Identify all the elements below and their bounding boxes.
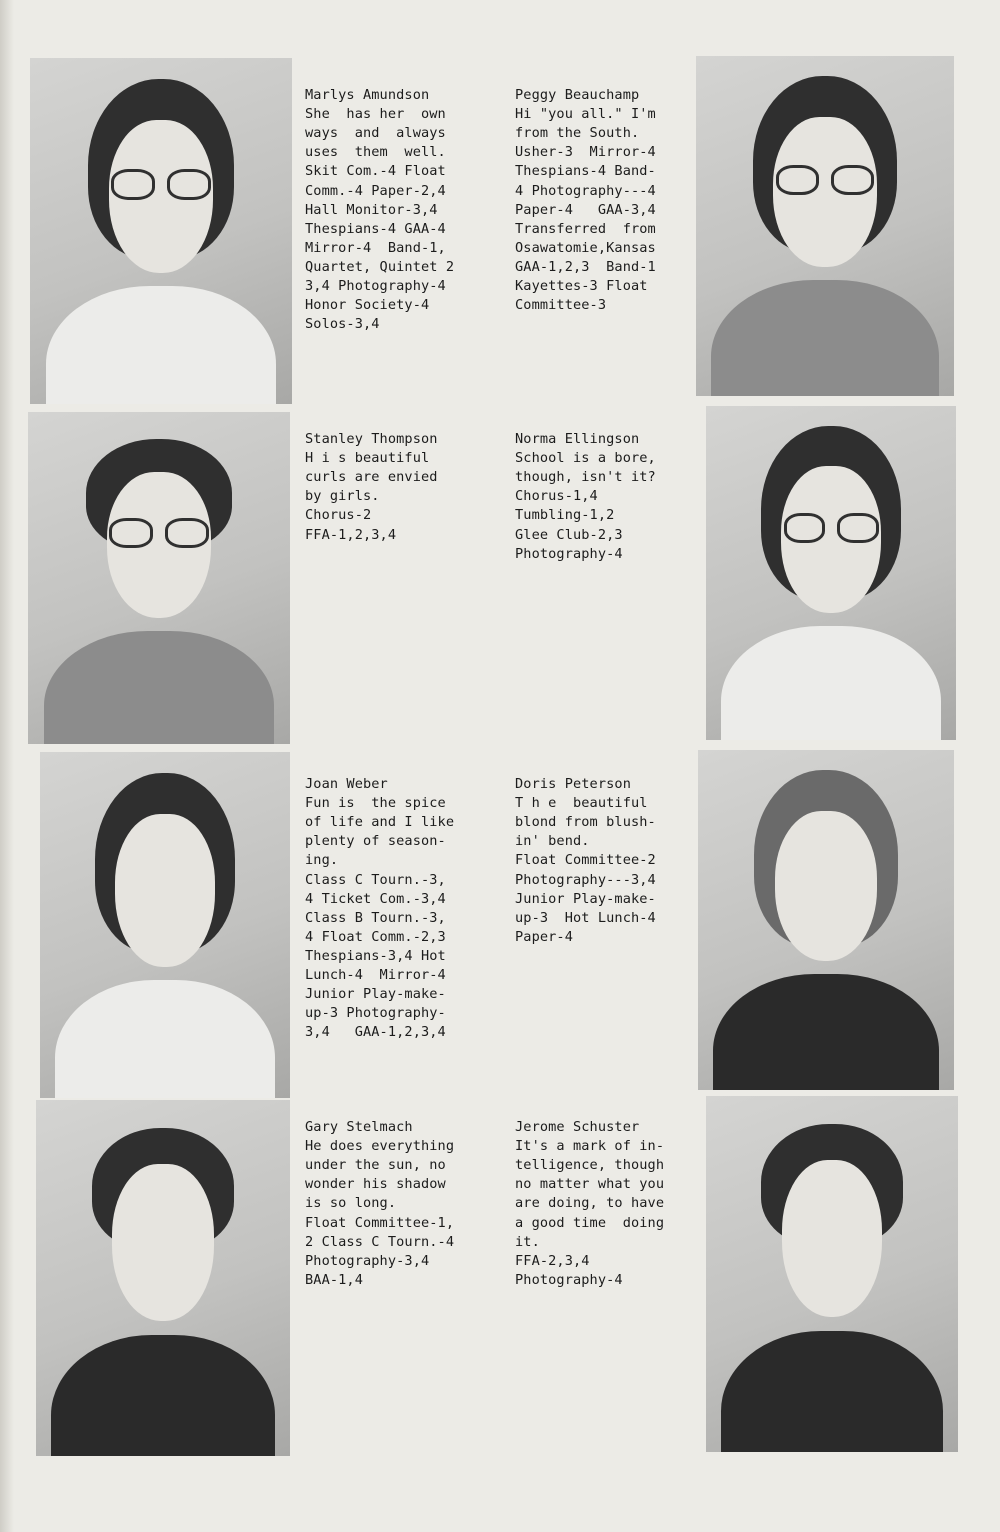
bio-line: plenty of season- xyxy=(305,833,446,850)
bio-line: wonder his shadow xyxy=(305,1176,446,1193)
bio-line: from the South. xyxy=(515,125,640,142)
bio-line: by girls. xyxy=(305,488,380,505)
bio-line: a good time doing xyxy=(515,1214,665,1231)
bio-line: Kayettes-3 Float xyxy=(515,278,648,295)
bio-line: Honor Society-4 xyxy=(305,297,430,314)
bio-line: Junior Play-make- xyxy=(305,986,446,1003)
bio-line: 4 Photography---4 xyxy=(515,182,656,199)
bio-line: GAA-1,2,3 Band-1 xyxy=(515,258,656,275)
bio-line: Hall Monitor-3,4 xyxy=(305,201,438,218)
portrait-peggy-beauchamp xyxy=(696,56,954,396)
bio-line: curls are envied xyxy=(305,469,438,486)
bio-line: Thespians-3,4 Hot xyxy=(305,947,446,964)
bio-line: Mirror-4 Band-1, xyxy=(305,239,446,256)
bio-line: of life and I like xyxy=(305,814,455,831)
bio-line: Committee-3 xyxy=(515,297,607,314)
bio-line: 4 Float Comm.-2,3 xyxy=(305,928,446,945)
bio-line: School is a bore, xyxy=(515,450,656,467)
bio-line: Quartet, Quintet 2 xyxy=(305,258,455,275)
bio-line: Hi "you all." I'm xyxy=(515,106,656,123)
portrait-gary-stelmach xyxy=(36,1100,290,1456)
bio-line: BAA-1,4 xyxy=(305,1271,363,1288)
student-name: Marlys Amundson xyxy=(305,87,430,104)
portrait-stanley-thompson xyxy=(28,412,290,744)
student-name: Gary Stelmach xyxy=(305,1119,413,1136)
bio-line: telligence, though xyxy=(515,1157,665,1174)
bio-line: Skit Com.-4 Float xyxy=(305,163,446,180)
portrait-joan-weber xyxy=(40,752,290,1098)
portrait-marlys-amundson xyxy=(30,58,292,404)
bio-line: It's a mark of in- xyxy=(515,1138,665,1155)
bio-jerome-schuster xyxy=(515,1099,664,1290)
bio-line: up-3 Photography- xyxy=(305,1005,446,1022)
bio-line: Class C Tourn.-3, xyxy=(305,871,446,888)
bio-line: 3,4 GAA-1,2,3,4 xyxy=(305,1024,446,1041)
bio-line: FFA-2,3,4 xyxy=(515,1252,590,1269)
bio-line: Osawatomie,Kansas xyxy=(515,239,656,256)
bio-line: Usher-3 Mirror-4 xyxy=(515,144,656,161)
bio-line: Paper-4 xyxy=(515,928,573,945)
bio-line: it. xyxy=(515,1233,540,1250)
bio-line: Thespians-4 GAA-4 xyxy=(305,220,446,237)
bio-line: are doing, to have xyxy=(515,1195,665,1212)
bio-line: though, isn't it? xyxy=(515,469,656,486)
bio-line: 3,4 Photography-4 xyxy=(305,278,446,295)
bio-line: Glee Club-2,3 xyxy=(515,526,623,543)
bio-line: is so long. xyxy=(305,1195,397,1212)
bio-gary-stelmach xyxy=(305,1099,454,1290)
bio-line: H i s beautiful xyxy=(305,450,430,467)
portrait-norma-ellingson xyxy=(706,406,956,740)
bio-line: Photography-4 xyxy=(515,545,623,562)
student-name: Joan Weber xyxy=(305,776,388,793)
bio-line: Float Committee-2 xyxy=(515,852,656,869)
student-name: Peggy Beauchamp xyxy=(515,87,640,104)
bio-marlys-amundson xyxy=(305,67,454,334)
bio-line: Chorus-1,4 xyxy=(515,488,598,505)
bio-doris-peterson xyxy=(515,756,656,947)
bio-line: He does everything xyxy=(305,1138,455,1155)
bio-line: She has her own xyxy=(305,106,446,123)
bio-line: Solos-3,4 xyxy=(305,316,380,333)
bio-line: no matter what you xyxy=(515,1176,665,1193)
bio-joan-weber xyxy=(305,756,454,1042)
bio-line: ways and always xyxy=(305,125,446,142)
bio-line: up-3 Hot Lunch-4 xyxy=(515,909,656,926)
bio-line: Photography-3,4 xyxy=(305,1252,430,1269)
bio-line: under the sun, no xyxy=(305,1157,446,1174)
portrait-jerome-schuster xyxy=(706,1096,958,1452)
bio-line: Fun is the spice xyxy=(305,795,446,812)
portrait-doris-peterson xyxy=(698,750,954,1090)
bio-line: Chorus-2 xyxy=(305,507,372,524)
bio-stanley-thompson xyxy=(305,411,438,545)
student-name: Jerome Schuster xyxy=(515,1119,640,1136)
bio-line: ing. xyxy=(305,852,339,869)
bio-line: Paper-4 GAA-3,4 xyxy=(515,201,656,218)
bio-line: Float Committee-1, xyxy=(305,1214,455,1231)
bio-line: Tumbling-1,2 xyxy=(515,507,615,524)
bio-line: Thespians-4 Band- xyxy=(515,163,656,180)
bio-line: blond from blush- xyxy=(515,814,656,831)
bio-line: Junior Play-make- xyxy=(515,890,656,907)
bio-line: Transferred from xyxy=(515,220,656,237)
bio-line: Photography-4 xyxy=(515,1271,623,1288)
bio-line: T h e beautiful xyxy=(515,795,648,812)
bio-line: uses them well. xyxy=(305,144,446,161)
bio-line: 4 Ticket Com.-3,4 xyxy=(305,890,446,907)
student-name: Norma Ellingson xyxy=(515,431,640,448)
bio-line: in' bend. xyxy=(515,833,590,850)
bio-line: Class B Tourn.-3, xyxy=(305,909,446,926)
bio-line: 2 Class C Tourn.-4 xyxy=(305,1233,455,1250)
student-name: Stanley Thompson xyxy=(305,431,438,448)
bio-line: FFA-1,2,3,4 xyxy=(305,526,397,543)
bio-line: Comm.-4 Paper-2,4 xyxy=(305,182,446,199)
page-edge xyxy=(0,0,14,1532)
bio-line: Lunch-4 Mirror-4 xyxy=(305,967,446,984)
bio-peggy-beauchamp xyxy=(515,67,656,315)
bio-norma-ellingson xyxy=(515,411,656,564)
student-name: Doris Peterson xyxy=(515,776,631,793)
bio-line: Photography---3,4 xyxy=(515,871,656,888)
